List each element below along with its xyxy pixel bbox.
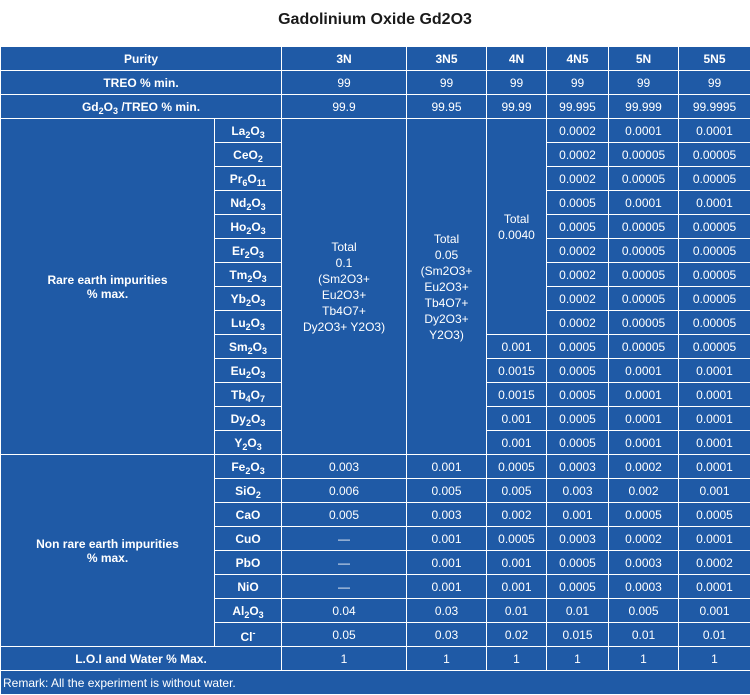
cell-value: 0.0003: [547, 527, 609, 551]
cell-value: 0.0001: [679, 407, 750, 431]
specification-table: [0, 46, 750, 695]
cell-value: 0.005: [487, 479, 547, 503]
cell-value: 0.001: [407, 527, 487, 551]
cell-value: 0.001: [487, 335, 547, 359]
impurity-name: CuO: [215, 527, 282, 551]
cell-value: 0.01: [487, 599, 547, 623]
cell-value: 0.006: [282, 479, 407, 503]
cell-value: 0.00005: [609, 335, 679, 359]
treo-row: [1, 71, 750, 95]
impurity-name: $Dy_2O_3$: [215, 407, 282, 431]
loi-row: [1, 647, 750, 671]
cell-value: 0.001: [407, 575, 487, 599]
cell-value: 0.0005: [547, 431, 609, 455]
grade-5n: 5N: [609, 47, 679, 71]
cell-value: 0.00005: [679, 287, 750, 311]
impurity-name: $Ho_2O_3$: [215, 215, 282, 239]
table-row: [1, 119, 750, 143]
cell-value: 0.0003: [609, 575, 679, 599]
cell-value: 0.005: [609, 599, 679, 623]
cell-value: 0.0001: [679, 119, 750, 143]
cell-value: 0.001: [679, 599, 750, 623]
cell-value: 0.00005: [679, 167, 750, 191]
impurity-name: SiO$_2$: [215, 479, 282, 503]
cell-value: 0.00005: [609, 167, 679, 191]
total-4n: Total 0.0040: [487, 119, 547, 335]
impurity-name: CaO: [215, 503, 282, 527]
cell-value: 0.0005: [547, 335, 609, 359]
treo-value: 99: [547, 71, 609, 95]
cell-value: 0.002: [609, 479, 679, 503]
grade-4n5: 4N5: [547, 47, 609, 71]
gd2o3-treo-value: 99.9: [282, 95, 407, 119]
loi-value: 1: [487, 647, 547, 671]
cell-value: 0.0001: [679, 359, 750, 383]
table-row: [1, 455, 750, 479]
cell-value: 0.0001: [609, 407, 679, 431]
cell-value: 0.001: [487, 431, 547, 455]
treo-value: 99: [609, 71, 679, 95]
total-3n: Total 0.1 (Sm2O3+ Eu2O3+ Tb4O7+ Dy2O3+ Y2O3): [282, 119, 407, 455]
cell-value: 0.00005: [679, 215, 750, 239]
gd2o3-treo-value: 99.99: [487, 95, 547, 119]
cell-value: 0.0015: [487, 383, 547, 407]
treo-value: 99: [407, 71, 487, 95]
impurity-name: $Tb_4O_7$: [215, 383, 282, 407]
gd2o3-treo-value: 99.999: [609, 95, 679, 119]
cell-value: 0.003: [547, 479, 609, 503]
non-rare-earth-group-label: Non rare earth impurities % max.: [1, 455, 215, 647]
cell-value: 0.001: [487, 407, 547, 431]
gd2o3-treo-row: [1, 95, 750, 119]
impurity-name: $Tm_2O_3$: [215, 263, 282, 287]
cell-value: 0.0001: [679, 455, 750, 479]
impurity-name: PbO: [215, 551, 282, 575]
cell-value: 0.0002: [679, 551, 750, 575]
cell-value: 0.001: [547, 503, 609, 527]
cell-value: 0.02: [487, 623, 547, 647]
cell-value: 0.00005: [609, 287, 679, 311]
cell-value: 0.0003: [609, 551, 679, 575]
impurity-name: $Al_2O_3$: [215, 599, 282, 623]
impurity-name: $Pr_6O_{11}$: [215, 167, 282, 191]
gd2o3-treo-value: 99.995: [547, 95, 609, 119]
cell-value: 0.0003: [547, 455, 609, 479]
loi-value: 1: [609, 647, 679, 671]
cell-value: 0.00005: [609, 143, 679, 167]
cell-value: 0.01: [547, 599, 609, 623]
cell-value: 0.00005: [609, 311, 679, 335]
impurity-name: $Y_2O_3$: [215, 431, 282, 455]
cell-value: 0.0002: [547, 239, 609, 263]
loi-value: 1: [679, 647, 750, 671]
cell-value: 0.0002: [547, 167, 609, 191]
cell-value: 0.005: [282, 503, 407, 527]
treo-value: 99: [679, 71, 750, 95]
cell-value: 0.003: [407, 503, 487, 527]
impurity-name: $Nd_2O_3$: [215, 191, 282, 215]
treo-value: 99: [282, 71, 407, 95]
cell-value: 0.0005: [547, 191, 609, 215]
cell-value: 0.00005: [679, 239, 750, 263]
cell-value: 0.01: [679, 623, 750, 647]
cell-value: 0.00005: [679, 335, 750, 359]
cell-value: 0.0005: [547, 359, 609, 383]
impurity-name: $Fe_2O_3$: [215, 455, 282, 479]
cell-value: 0.00005: [609, 239, 679, 263]
rare-earth-group-label: Rare earth impurities % max.: [1, 119, 215, 455]
cell-value: 0.005: [407, 479, 487, 503]
cell-value: 0.0005: [547, 551, 609, 575]
cell-value: 0.0001: [679, 383, 750, 407]
grade-3n: 3N: [282, 47, 407, 71]
cell-value: 0.0001: [609, 119, 679, 143]
page-title: Gadolinium Oxide Gd2O3: [0, 0, 750, 46]
cell-value: 0.001: [407, 551, 487, 575]
total-3n5: Total 0.05 (Sm2O3+ Eu2O3+ Tb4O7+ Dy2O3+ Y2O3): [407, 119, 487, 455]
cell-value: 0.0001: [609, 431, 679, 455]
cell-value: 0.01: [609, 623, 679, 647]
cell-value: 0.002: [487, 503, 547, 527]
cell-value: 0.03: [407, 599, 487, 623]
cell-value: 0.00005: [679, 143, 750, 167]
gd2o3-treo-value: 99.95: [407, 95, 487, 119]
grade-4n: 4N: [487, 47, 547, 71]
loi-value: 1: [547, 647, 609, 671]
cell-value: 0.0005: [609, 503, 679, 527]
loi-value: 1: [407, 647, 487, 671]
cell-value: 0.001: [407, 455, 487, 479]
purity-header-row: [1, 47, 750, 71]
cell-value: 0.00005: [609, 215, 679, 239]
cell-value: 0.05: [282, 623, 407, 647]
impurity-name: $Sm_2O_3$: [215, 335, 282, 359]
grade-5n5: 5N5: [679, 47, 750, 71]
cell-value: 0.0015: [487, 359, 547, 383]
cell-value: 0.001: [487, 575, 547, 599]
cell-value: 0.0002: [547, 119, 609, 143]
cell-value: 0.0002: [609, 527, 679, 551]
cell-value: 0.0001: [679, 431, 750, 455]
cell-value: 0.0002: [547, 263, 609, 287]
cell-value: 0.00005: [679, 263, 750, 287]
cell-value: 0.015: [547, 623, 609, 647]
treo-label: TREO % min.: [1, 71, 282, 95]
impurity-name: Cl-: [215, 623, 282, 647]
loi-value: 1: [282, 647, 407, 671]
cell-value: 0.001: [679, 479, 750, 503]
cell-value: 0.0002: [547, 311, 609, 335]
cell-value: 0.0002: [547, 143, 609, 167]
cell-value: 0.0005: [547, 383, 609, 407]
impurity-name: $Eu_2O_3$: [215, 359, 282, 383]
impurity-name: NiO: [215, 575, 282, 599]
loi-label: L.O.I and Water % Max.: [1, 647, 282, 671]
cell-value: 0.001: [487, 551, 547, 575]
cell-value: 0.0001: [679, 191, 750, 215]
cell-value: 0.0002: [547, 287, 609, 311]
cell-value: 0.0001: [609, 383, 679, 407]
remark-text: Remark: All the experiment is without water.: [1, 671, 750, 695]
cell-value: —: [282, 527, 407, 551]
cell-value: 0.03: [407, 623, 487, 647]
impurity-name: $Yb_2O_3$: [215, 287, 282, 311]
cell-value: 0.0005: [679, 503, 750, 527]
cell-value: 0.0001: [609, 191, 679, 215]
cell-value: 0.0001: [609, 359, 679, 383]
cell-value: 0.00005: [609, 263, 679, 287]
cell-value: —: [282, 551, 407, 575]
cell-value: 0.0005: [547, 575, 609, 599]
cell-value: 0.0005: [547, 215, 609, 239]
impurity-name: $Er_2O_3$: [215, 239, 282, 263]
remark-row: [1, 671, 750, 695]
cell-value: 0.04: [282, 599, 407, 623]
purity-label: Purity: [1, 47, 282, 71]
cell-value: 0.0001: [679, 575, 750, 599]
cell-value: 0.00005: [679, 311, 750, 335]
gd2o3-treo-value: 99.9995: [679, 95, 750, 119]
treo-value: 99: [487, 71, 547, 95]
cell-value: —: [282, 575, 407, 599]
impurity-name: CeO$_2$: [215, 143, 282, 167]
impurity-name: $Lu_2O_3$: [215, 311, 282, 335]
gd2o3-treo-label: $Gd_2O_3$ /TREO % min.: [1, 95, 282, 119]
cell-value: 0.003: [282, 455, 407, 479]
cell-value: 0.0002: [609, 455, 679, 479]
cell-value: 0.0005: [487, 455, 547, 479]
impurity-name: $La_2O_3$: [215, 119, 282, 143]
cell-value: 0.0001: [679, 527, 750, 551]
grade-3n5: 3N5: [407, 47, 487, 71]
cell-value: 0.0005: [487, 527, 547, 551]
cell-value: 0.0005: [547, 407, 609, 431]
